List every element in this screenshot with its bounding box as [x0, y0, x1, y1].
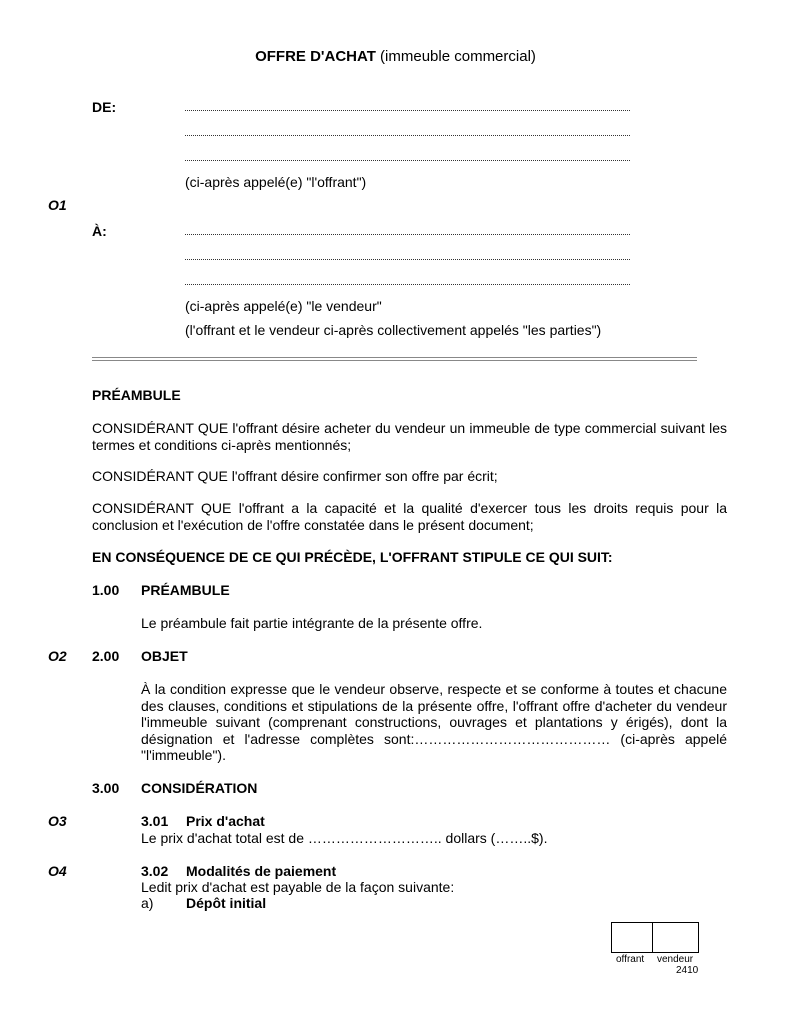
- from-line-2[interactable]: [185, 135, 630, 136]
- to-line-3[interactable]: [185, 284, 630, 285]
- title-bold: OFFRE D'ACHAT: [255, 48, 376, 65]
- section-2-text: À la condition expresse que le vendeur observe, respecte et se conforme à toutes et chacune des clauses, conditions et stipulations de la présente offre, l'offrant offre d'acheter du vendeur l'immeuble suivant (comprenant constructions, ouvrages et plantations y érigés), dont la désignation et l'adresse complètes sont:…………………………………… (ci-après appelé "l'immeuble").: [141, 681, 727, 763]
- page-title: [0, 48, 791, 65]
- preamble-p3: CONSIDÉRANT QUE l'offrant a la capacité et la qualité d'exercer tous les droits requis pour la conclusion et l'exécution de l'offre constatée dans le présent document;: [92, 500, 727, 533]
- to-line-1[interactable]: [185, 234, 630, 235]
- section-301-num: 3.01: [141, 813, 169, 829]
- from-note: (ci-après appelé(e) "l'offrant"): [185, 174, 367, 190]
- section-2-num: 2.00: [92, 648, 120, 664]
- section-3-num: 3.00: [92, 780, 120, 796]
- section-1-text: Le préambule fait partie intégrante de la présente offre.: [141, 615, 483, 631]
- to-note: (ci-après appelé(e) "le vendeur": [185, 298, 382, 314]
- marker-o4: O4: [48, 863, 67, 879]
- item-a-label: a): [141, 895, 154, 911]
- section-1-num: 1.00: [92, 582, 120, 598]
- section-3-title: CONSIDÉRATION: [141, 780, 258, 796]
- to-line-2[interactable]: [185, 259, 630, 260]
- marker-o3: O3: [48, 813, 67, 829]
- vendeur-label: vendeur: [657, 954, 694, 965]
- preamble-p2: CONSIDÉRANT QUE l'offrant désire confirmer son offre par écrit;: [92, 468, 498, 484]
- item-a-title: Dépôt initial: [186, 895, 267, 911]
- consequence-heading: EN CONSÉQUENCE DE CE QUI PRÉCÈDE, L'OFFRANT STIPULE CE QUI SUIT:: [92, 549, 613, 565]
- from-line-3[interactable]: [185, 160, 630, 161]
- preamble-p1: CONSIDÉRANT QUE l'offrant désire acheter du vendeur un immeuble de type commercial suivant les termes et conditions ci-après mentionnés;: [92, 420, 727, 453]
- initials-divider: [652, 923, 653, 952]
- section-2-title: OBJET: [141, 648, 188, 664]
- initials-box[interactable]: [611, 922, 699, 953]
- section-301-title: Prix d'achat: [186, 813, 265, 829]
- preamble-heading: PRÉAMBULE: [92, 387, 181, 403]
- marker-o1: O1: [48, 197, 67, 213]
- section-302-num: 3.02: [141, 863, 169, 879]
- section-302-text: Ledit prix d'achat est payable de la façon suivante:: [141, 879, 455, 895]
- to-label: À:: [92, 223, 107, 239]
- form-code: 2410: [676, 965, 699, 976]
- from-label: DE:: [92, 99, 117, 115]
- parties-note: (l'offrant et le vendeur ci-après collectivement appelés "les parties"): [185, 322, 602, 338]
- offrant-label: offrant: [616, 954, 645, 965]
- double-rule: [92, 357, 697, 361]
- from-line-1[interactable]: [185, 110, 630, 111]
- title-subtitle: (immeuble commercial): [375, 48, 536, 65]
- section-302-title: Modalités de paiement: [186, 863, 337, 879]
- section-1-title: PRÉAMBULE: [141, 582, 230, 598]
- marker-o2: O2: [48, 648, 67, 664]
- section-301-text: Le prix d'achat total est de ……………………….. dollars (……..$).: [141, 830, 548, 846]
